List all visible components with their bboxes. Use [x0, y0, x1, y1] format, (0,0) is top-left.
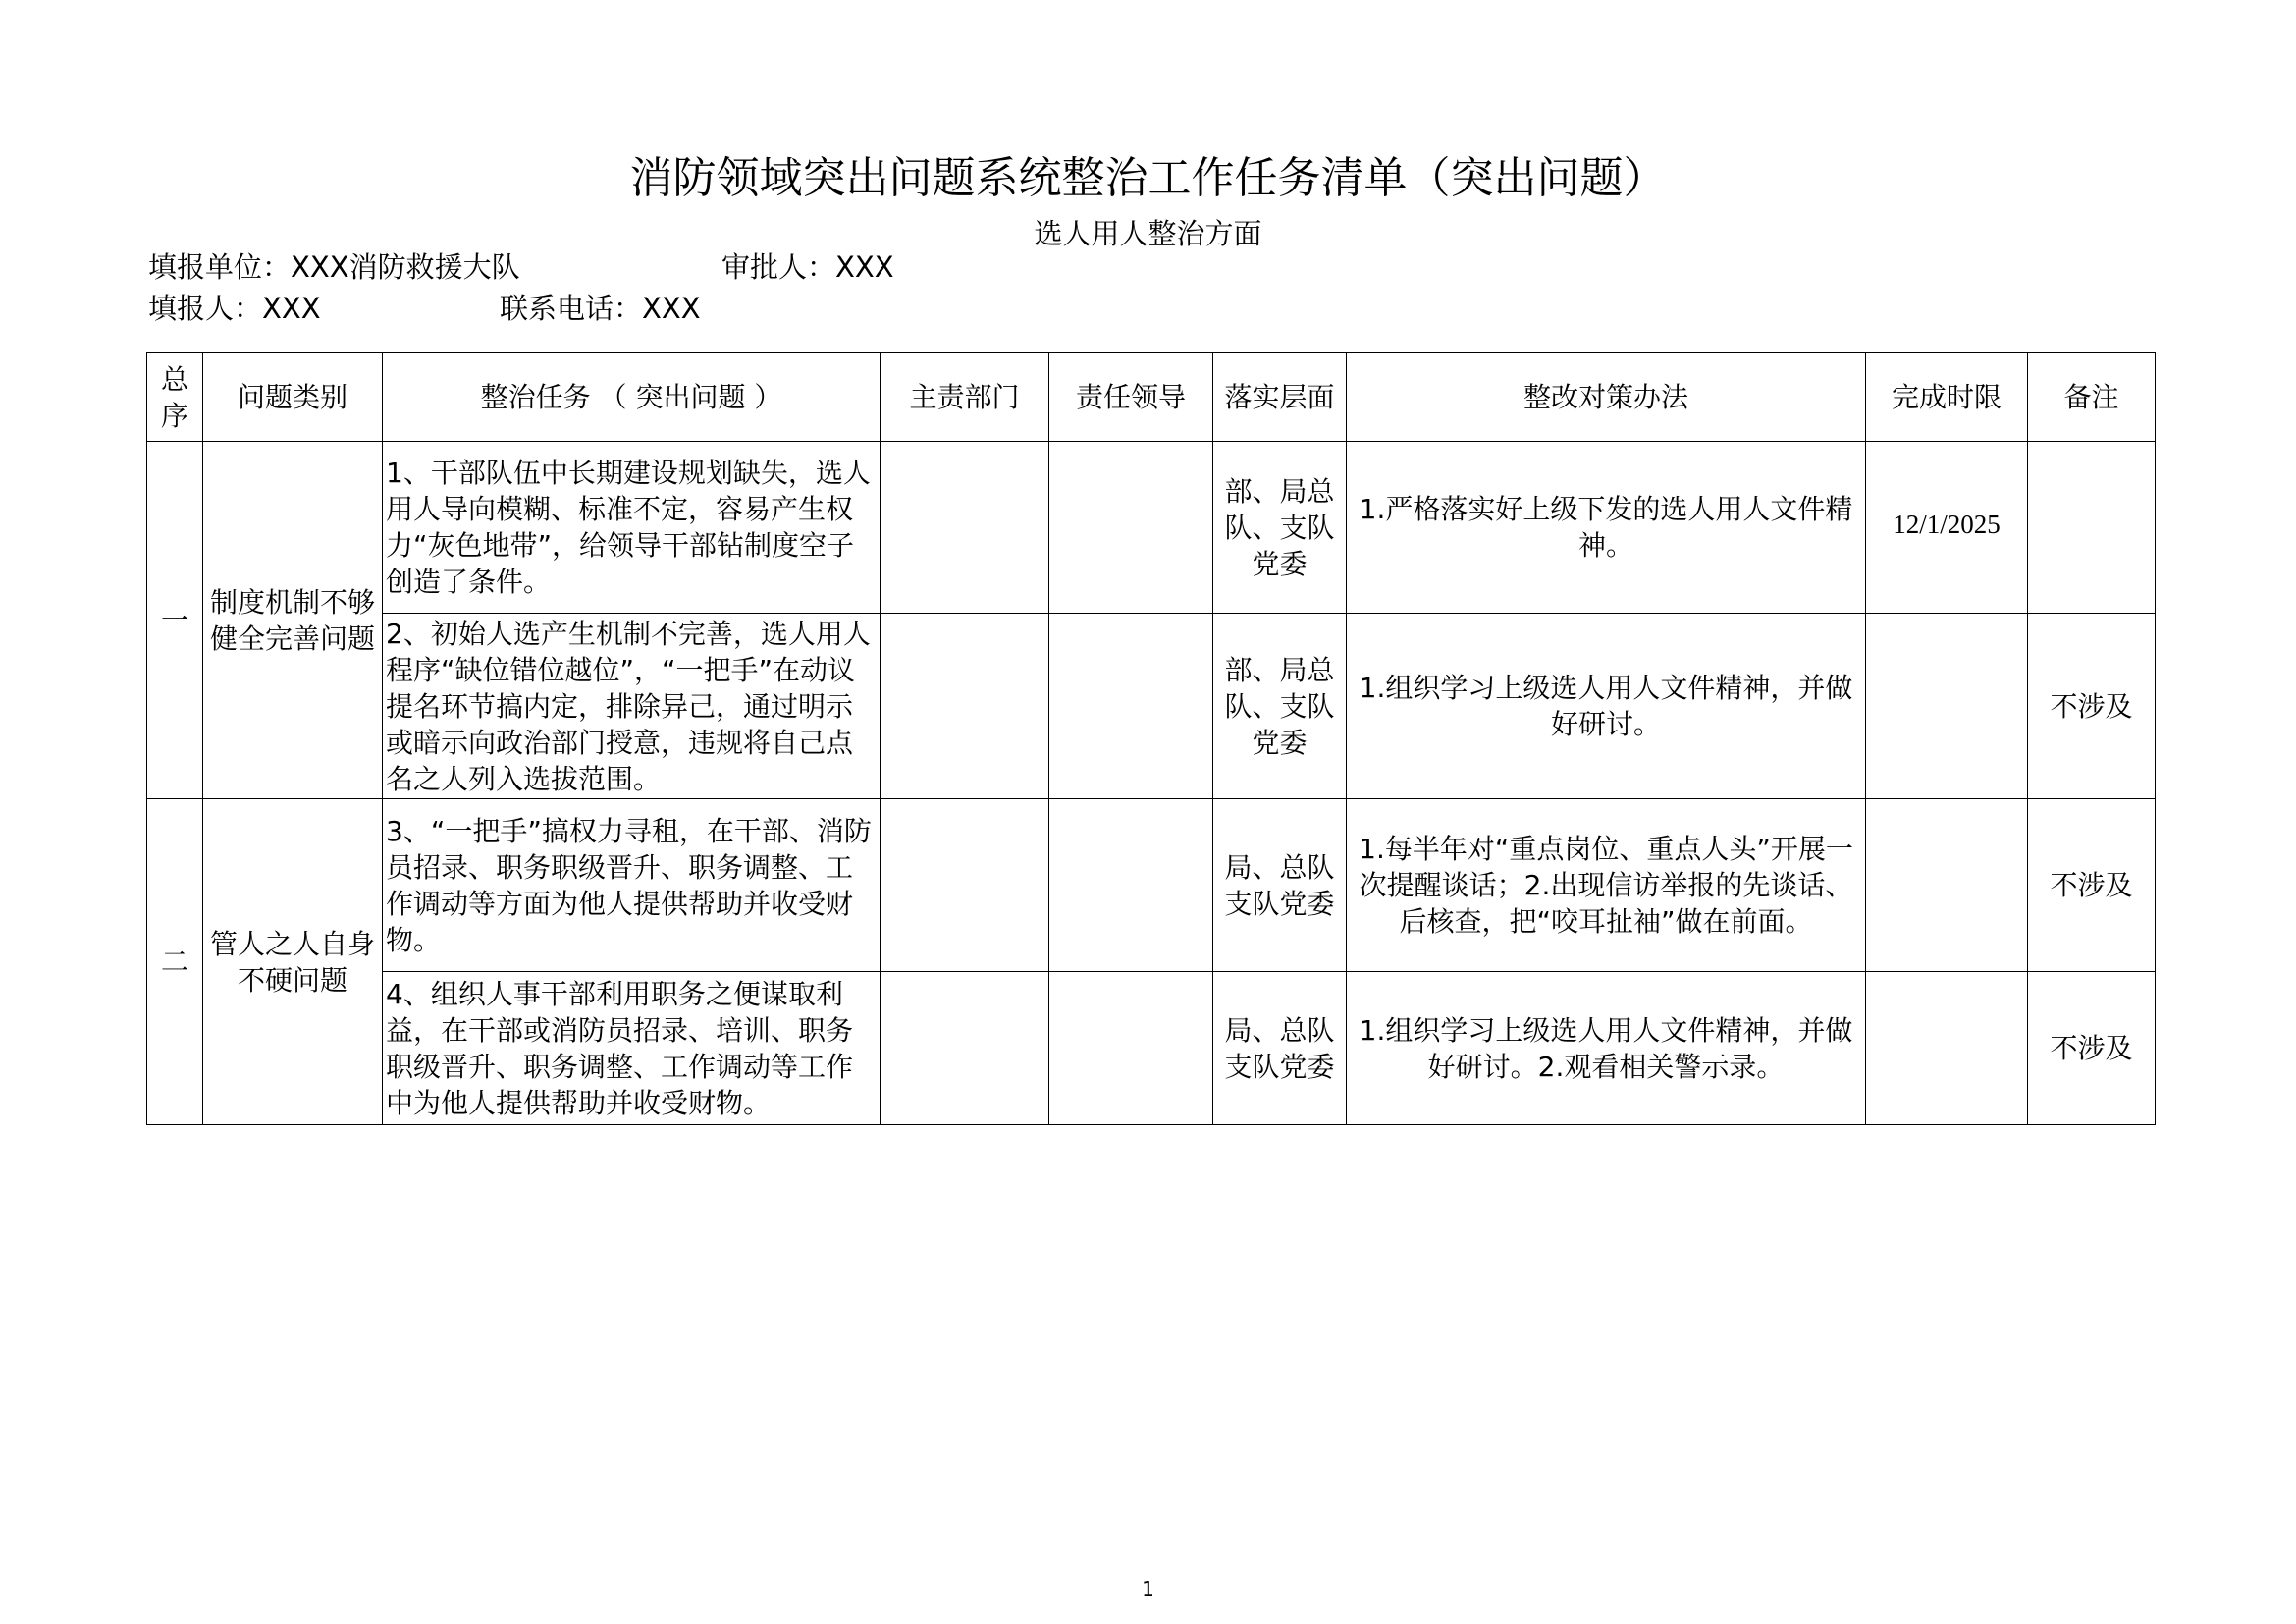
remarks-cell: 不涉及: [2028, 614, 2156, 799]
group-category: 管人之人自身不硬问题: [203, 799, 383, 1125]
measures-cell: 1.每半年对“重点岗位、重点人头”开展一次提醒谈话；2.出现信访举报的先谈话、后核查，把“咬耳扯袖”做在前面。: [1347, 799, 1866, 972]
level-cell: 部、局总队、支队党委: [1213, 614, 1347, 799]
header-task: 整治任务 （ 突出问题 ）: [383, 353, 881, 442]
document-title: 消防领域突出问题系统整治工作任务清单（突出问题）: [629, 153, 1667, 203]
task-cell: 3、“一把手”搞权力寻租，在干部、消防员招录、职务职级晋升、职务调整、工作调动等方面为他人提供帮助并收受财物。: [383, 799, 881, 972]
remarks-cell: 不涉及: [2028, 799, 2156, 972]
header-remarks: 备注: [2028, 353, 2156, 442]
header-deadline: 完成时限: [1866, 353, 2028, 442]
header-measures: 整改对策办法: [1347, 353, 1866, 442]
contact-phone: 联系电话：XXX: [500, 292, 701, 325]
group-seq: 一: [147, 442, 203, 799]
header-department: 主责部门: [881, 353, 1049, 442]
table-row: [147, 972, 2156, 1125]
header-seq: 总序: [147, 353, 203, 442]
remarks-cell: 不涉及: [2028, 972, 2156, 1125]
task-cell: 2、初始人选产生机制不完善，选人用人程序“缺位错位越位”，“一把手”在动议提名环节搞内定，排除异己，通过明示或暗示向政治部门授意，违规将自己点名之人列入选拔范围。: [383, 614, 881, 799]
task-cell: 1、干部队伍中长期建设规划缺失，选人用人导向模糊、标准不定，容易产生权力“灰色地带”，给领导干部钻制度空子创造了条件。: [383, 442, 881, 614]
document-subtitle: 选人用人整治方面: [1034, 217, 1262, 250]
department-cell: [881, 614, 1049, 799]
leader-cell: [1049, 972, 1213, 1125]
measures-cell: 1.组织学习上级选人用人文件精神，并做好研讨。: [1347, 614, 1866, 799]
group-category: 制度机制不够健全完善问题: [203, 442, 383, 799]
deadline-cell: 12/1/2025: [1866, 442, 2028, 614]
department-cell: [881, 442, 1049, 614]
task-cell: 4、组织人事干部利用职务之便谋取利益，在干部或消防员招录、培训、职务职级晋升、职务调整、工作调动等工作中为他人提供帮助并收受财物。: [383, 972, 881, 1125]
table-row: [147, 799, 2156, 972]
leader-cell: [1049, 614, 1213, 799]
header-leader: 责任领导: [1049, 353, 1213, 442]
table-row: [147, 614, 2156, 799]
deadline-cell: [1866, 972, 2028, 1125]
level-cell: 部、局总队、支队党委: [1213, 442, 1347, 614]
deadline-cell: [1866, 799, 2028, 972]
fill-unit: 填报单位：XXX消防救援大队: [148, 250, 520, 284]
table-header-row: [147, 353, 2156, 442]
remarks-cell: [2028, 442, 2156, 614]
deadline-cell: [1866, 614, 2028, 799]
filler: 填报人：XXX: [148, 292, 321, 325]
department-cell: [881, 799, 1049, 972]
group-seq: 二: [147, 799, 203, 1125]
leader-cell: [1049, 799, 1213, 972]
level-cell: 局、总队支队党委: [1213, 972, 1347, 1125]
department-cell: [881, 972, 1049, 1125]
measures-cell: 1.严格落实好上级下发的选人用人文件精神。: [1347, 442, 1866, 614]
header-level: 落实层面: [1213, 353, 1347, 442]
task-table: [146, 352, 2156, 1125]
measures-cell: 1.组织学习上级选人用人文件精神，并做好研讨。2.观看相关警示录。: [1347, 972, 1866, 1125]
header-category: 问题类别: [203, 353, 383, 442]
level-cell: 局、总队支队党委: [1213, 799, 1347, 972]
approver: 审批人：XXX: [721, 250, 894, 284]
table-row: [147, 442, 2156, 614]
page-number: 1: [1142, 1577, 1154, 1600]
leader-cell: [1049, 442, 1213, 614]
